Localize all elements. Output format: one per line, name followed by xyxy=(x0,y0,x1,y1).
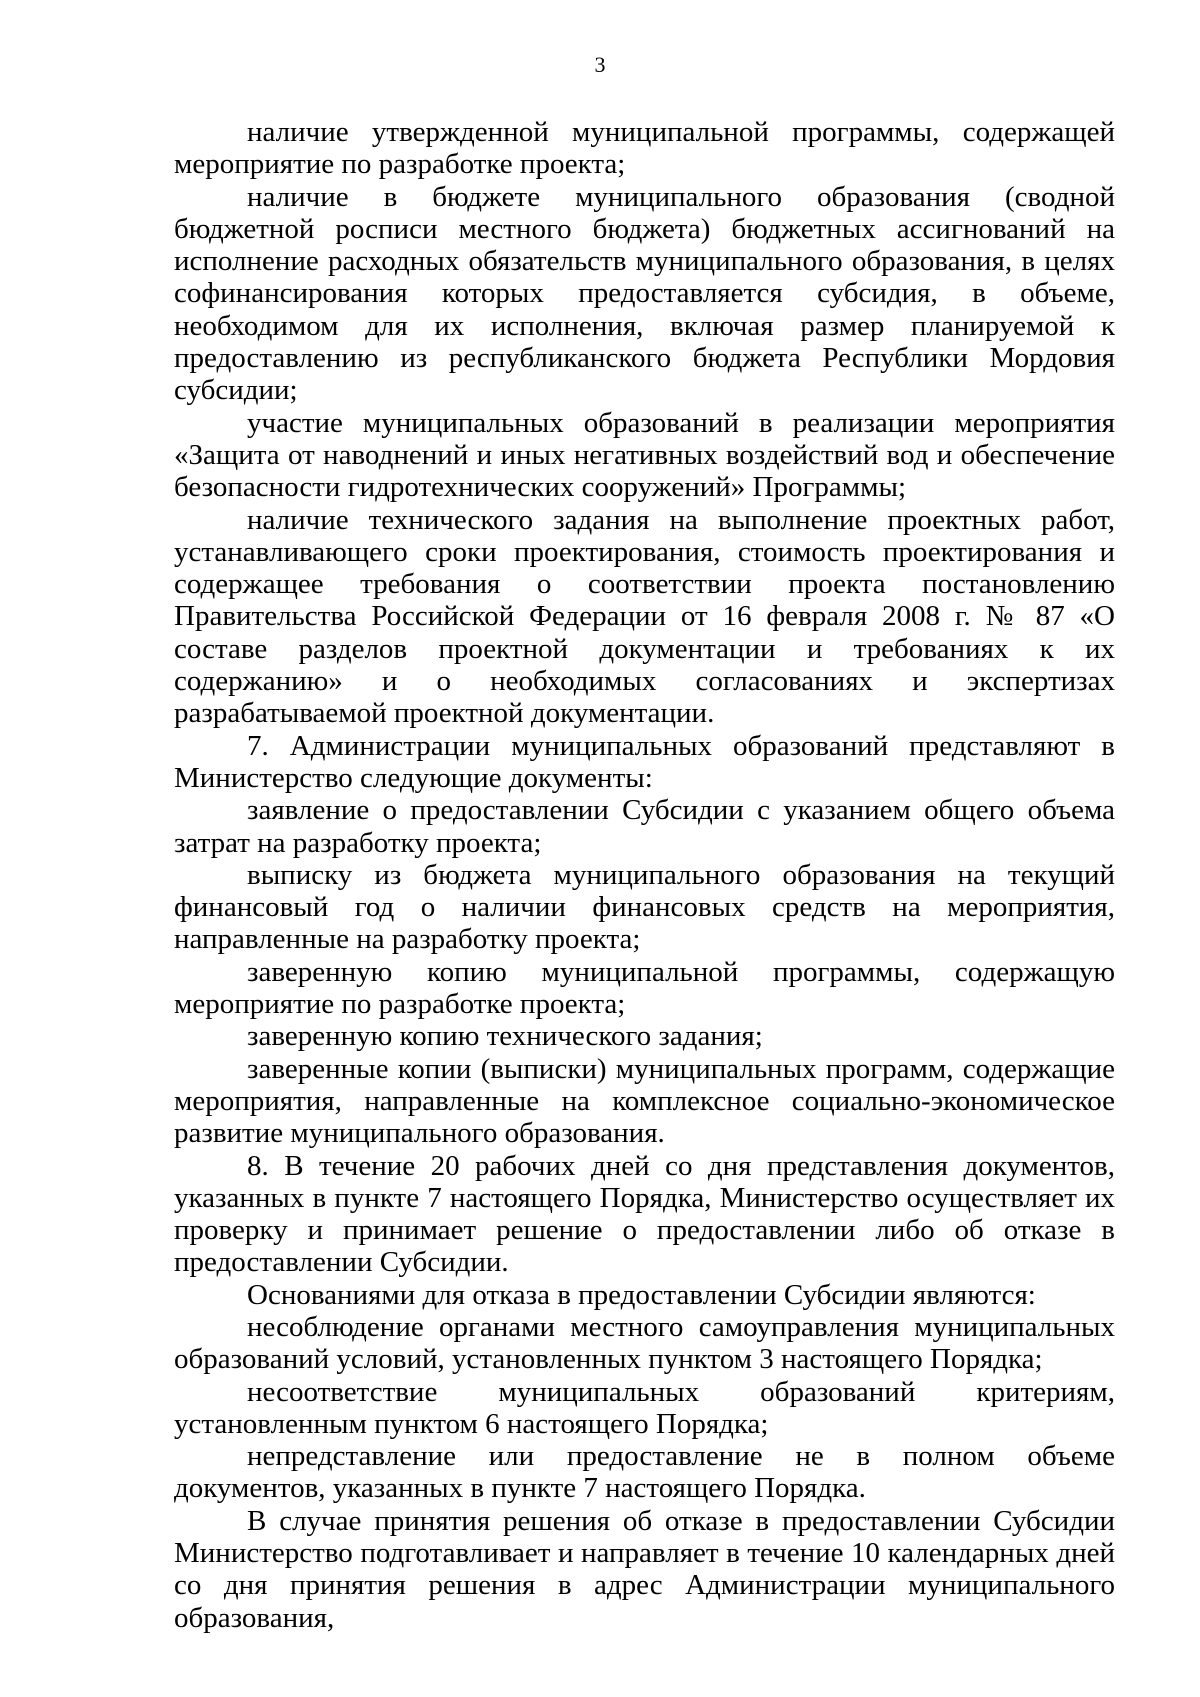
paragraph: заверенную копию технического задания; xyxy=(247,1020,763,1053)
paragraph: наличие в бюджете муниципального образования (сводной бюджетной росписи местного бюджета) бюджетных ассигнований на исполнение расходных обязательств муниципального образования, в целях софинансирования которых предоставляется субсидия, в объеме, необходимом для их исполнения, включая размер планируемой к предоставлению из республиканского бюджета Республики Мордовия субсидии; xyxy=(174,180,1115,407)
page-number: 3 xyxy=(594,52,606,77)
paragraph: непредставление или предоставление не в полном объеме документов, указанных в пункте 7 настоящего Порядка. xyxy=(174,1440,1115,1505)
paragraph: несоблюдение органами местного самоуправления муниципальных образований условий, установленных пунктом 3 настоящего Порядка; xyxy=(174,1310,1115,1376)
paragraph: заявление о предоставлении Субсидии с указанием общего объема затрат на разработку проекта; xyxy=(174,794,1115,859)
paragraph: наличие технического задания на выполнение проектных работ, устанавливающего сроки проектирования, стоимость проектирования и содержащее требования о соответствии проекта постановлению Правительства Российской Федерации от 16 февраля 2008 г. № 87 «О составе разделов проектной документации и требованиях к их содержанию» и о необходимых согласованиях и экспертизах разрабатываемой проектной документации. xyxy=(174,503,1115,730)
paragraph: Основаниями для отказа в предоставлении Субсидии являются: xyxy=(247,1278,1036,1311)
paragraph: несоответствие муниципальных образований критериям, установленным пунктом 6 настоящего Порядка; xyxy=(174,1375,1115,1440)
paragraph: В случае принятия решения об отказе в предоставлении Субсидии Министерство подготавливает и направляет в течение 10 календарных дней со дня принятия решения в адрес Администрации муниципального образования, xyxy=(174,1504,1115,1634)
document-body xyxy=(174,116,1115,1634)
paragraph: заверенную копию муниципальной программы, содержащую мероприятие по разработке проекта; xyxy=(174,955,1115,1021)
paragraph: 7. Администрации муниципальных образований представляют в Министерство следующие документы: xyxy=(174,729,1115,794)
paragraph: выписку из бюджета муниципального образования на текущий финансовый год о наличии финансовых средств на мероприятия, направленные на разработку проекта; xyxy=(174,858,1115,956)
paragraph: заверенные копии (выписки) муниципальных программ, содержащие мероприятия, направленные на комплексное социально-экономическое развитие муниципального образования. xyxy=(174,1052,1115,1150)
paragraph: наличие утвержденной муниципальной программы, содержащей мероприятие по разработке проекта; xyxy=(174,116,1115,181)
paragraph: участие муниципальных образований в реализации мероприятия «Защита от наводнений и иных негативных воздействий вод и обеспечение безопасности гидротехнических сооружений» Программы; xyxy=(174,406,1115,504)
paragraph: 8. В течение 20 рабочих дней со дня представления документов, указанных в пункте 7 настоящего Порядка, Министерство осуществляет их проверку и принимает решение о предоставлении либо об отказе в предоставлении Субсидии. xyxy=(174,1149,1115,1279)
